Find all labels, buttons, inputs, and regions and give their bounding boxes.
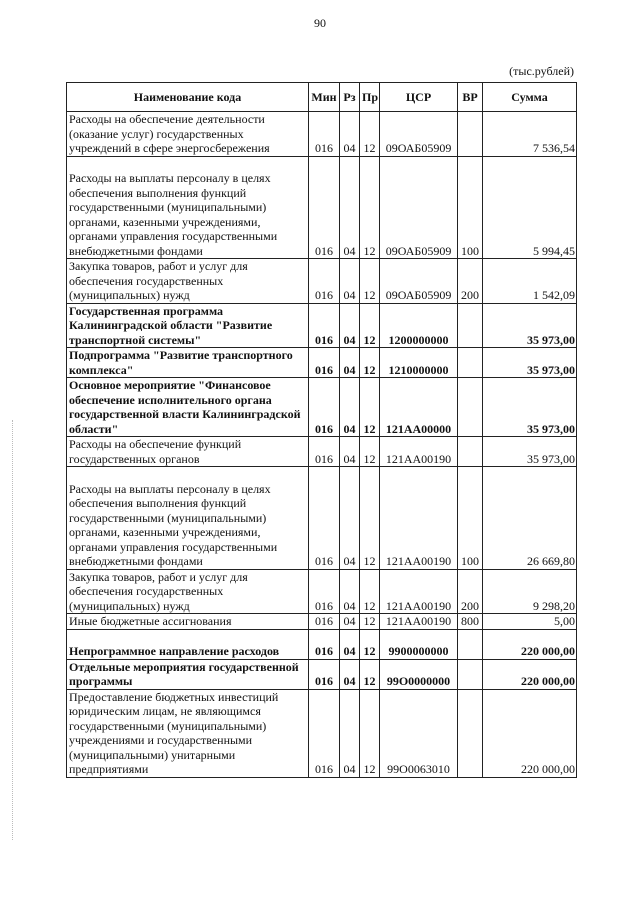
row-csr: 09ОАБ05909 <box>380 259 458 304</box>
row-sum: 35 973,00 <box>483 378 577 437</box>
table-row <box>67 614 577 630</box>
row-min: 016 <box>309 348 340 378</box>
row-vr <box>458 689 483 777</box>
row-vr: 800 <box>458 614 483 630</box>
row-name: Иные бюджетные ассигнования <box>67 614 309 630</box>
row-rz: 04 <box>340 259 360 304</box>
row-rz: 04 <box>340 629 360 659</box>
row-sum: 220 000,00 <box>483 689 577 777</box>
header-csr: ЦСР <box>380 83 458 112</box>
row-csr: 09ОАБ05909 <box>380 112 458 157</box>
table-row <box>67 259 577 304</box>
row-min: 016 <box>309 437 340 467</box>
table-row <box>67 303 577 348</box>
row-sum: 5,00 <box>483 614 577 630</box>
row-vr <box>458 629 483 659</box>
row-name: Отдельные мероприятия государственной программы <box>67 659 309 689</box>
row-vr <box>458 437 483 467</box>
row-vr: 100 <box>458 156 483 259</box>
row-csr: 121АА00190 <box>380 467 458 570</box>
table-row <box>67 659 577 689</box>
row-csr: 09ОАБ05909 <box>380 156 458 259</box>
row-name: Основное мероприятие "Финансовое обеспечение исполнительного органа государственной власти Калининградской области" <box>67 378 309 437</box>
row-min: 016 <box>309 689 340 777</box>
row-min: 016 <box>309 614 340 630</box>
table-row <box>67 112 577 157</box>
row-pr: 12 <box>360 303 380 348</box>
header-name: Наименование кода <box>67 83 309 112</box>
row-name: Подпрограмма "Развитие транспортного комплекса" <box>67 348 309 378</box>
row-csr: 1200000000 <box>380 303 458 348</box>
row-sum: 220 000,00 <box>483 659 577 689</box>
row-pr: 12 <box>360 112 380 157</box>
row-csr: 121АА00000 <box>380 378 458 437</box>
row-csr: 99О0063010 <box>380 689 458 777</box>
header-rz: Рз <box>340 83 360 112</box>
row-rz: 04 <box>340 303 360 348</box>
row-vr: 200 <box>458 569 483 614</box>
header-vr: ВР <box>458 83 483 112</box>
row-name: Государственная программа Калининградской области "Развитие транспортной системы" <box>67 303 309 348</box>
row-sum: 5 994,45 <box>483 156 577 259</box>
row-sum: 9 298,20 <box>483 569 577 614</box>
row-csr: 1210000000 <box>380 348 458 378</box>
row-vr <box>458 348 483 378</box>
row-pr: 12 <box>360 156 380 259</box>
row-min: 016 <box>309 303 340 348</box>
row-min: 016 <box>309 467 340 570</box>
row-name: Непрограммное направление расходов <box>67 629 309 659</box>
row-csr: 121АА00190 <box>380 437 458 467</box>
row-vr <box>458 112 483 157</box>
table-row <box>67 156 577 259</box>
row-sum: 35 973,00 <box>483 348 577 378</box>
budget-table <box>66 82 577 778</box>
row-vr: 100 <box>458 467 483 570</box>
scan-margin-marks <box>12 420 15 840</box>
row-min: 016 <box>309 378 340 437</box>
row-csr: 121АА00190 <box>380 614 458 630</box>
row-sum: 26 669,80 <box>483 467 577 570</box>
row-sum: 35 973,00 <box>483 303 577 348</box>
row-rz: 04 <box>340 112 360 157</box>
row-rz: 04 <box>340 659 360 689</box>
row-min: 016 <box>309 112 340 157</box>
row-min: 016 <box>309 259 340 304</box>
row-rz: 04 <box>340 569 360 614</box>
row-sum: 7 536,54 <box>483 112 577 157</box>
row-pr: 12 <box>360 629 380 659</box>
row-vr <box>458 303 483 348</box>
row-min: 016 <box>309 629 340 659</box>
row-csr: 121АА00190 <box>380 569 458 614</box>
table-row <box>67 437 577 467</box>
row-name: Закупка товаров, работ и услуг для обеспечения государственных (муниципальных) нужд <box>67 569 309 614</box>
row-pr: 12 <box>360 437 380 467</box>
row-min: 016 <box>309 659 340 689</box>
row-rz: 04 <box>340 437 360 467</box>
row-pr: 12 <box>360 614 380 630</box>
table-header-row <box>67 83 577 112</box>
row-pr: 12 <box>360 467 380 570</box>
row-csr: 99О0000000 <box>380 659 458 689</box>
row-pr: 12 <box>360 689 380 777</box>
row-name: Расходы на обеспечение деятельности (оказание услуг) государственных учреждений в сфере энергосбережения <box>67 112 309 157</box>
row-vr <box>458 659 483 689</box>
row-min: 016 <box>309 569 340 614</box>
table-row <box>67 378 577 437</box>
row-rz: 04 <box>340 348 360 378</box>
row-vr: 200 <box>458 259 483 304</box>
header-pr: Пр <box>360 83 380 112</box>
row-name: Предоставление бюджетных инвестиций юридическим лицам, не являющимся государственными (муниципальными) учреждениями и государственными (муниципальными) унитарными предприятиями <box>67 689 309 777</box>
row-pr: 12 <box>360 348 380 378</box>
page-number: 90 <box>314 16 326 30</box>
row-pr: 12 <box>360 259 380 304</box>
row-min: 016 <box>309 156 340 259</box>
row-rz: 04 <box>340 378 360 437</box>
row-pr: 12 <box>360 569 380 614</box>
row-vr <box>458 378 483 437</box>
row-pr: 12 <box>360 659 380 689</box>
row-rz: 04 <box>340 614 360 630</box>
table-row <box>67 348 577 378</box>
row-name: Расходы на выплаты персоналу в целях обеспечения выполнения функций государственными (муниципальными) органами, казенными учреждениями, органами управления государственными внебюджетными фондами <box>67 467 309 570</box>
table-row <box>67 689 577 777</box>
row-name: Расходы на обеспечение функций государственных органов <box>67 437 309 467</box>
row-name: Закупка товаров, работ и услуг для обеспечения государственных (муниципальных) нужд <box>67 259 309 304</box>
row-sum: 220 000,00 <box>483 629 577 659</box>
row-rz: 04 <box>340 156 360 259</box>
table-row <box>67 569 577 614</box>
row-sum: 35 973,00 <box>483 437 577 467</box>
row-csr: 9900000000 <box>380 629 458 659</box>
header-min: Мин <box>309 83 340 112</box>
row-pr: 12 <box>360 378 380 437</box>
units-label: (тыс.рублей) <box>509 64 574 78</box>
row-sum: 1 542,09 <box>483 259 577 304</box>
table-row <box>67 629 577 659</box>
row-name: Расходы на выплаты персоналу в целях обеспечения выполнения функций государственными (муниципальными) органами, казенными учреждениями, органами управления государственными внебюджетными фондами <box>67 156 309 259</box>
row-rz: 04 <box>340 689 360 777</box>
row-rz: 04 <box>340 467 360 570</box>
header-sum: Сумма <box>483 83 577 112</box>
table-row <box>67 467 577 570</box>
